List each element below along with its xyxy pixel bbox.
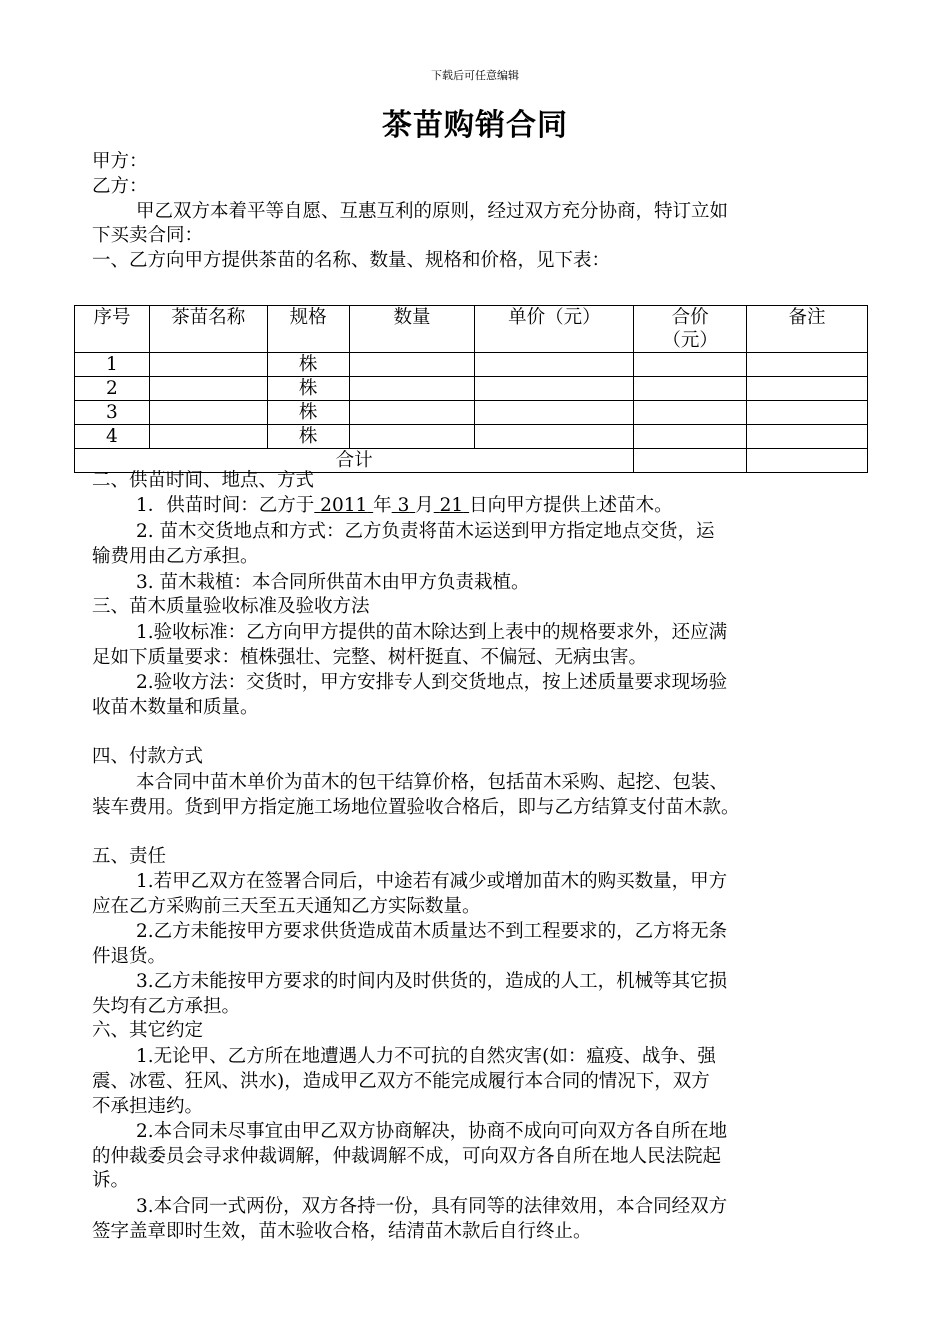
s6-item-2c: 诉。 (92, 1170, 130, 1191)
row-unit: 株 (267, 353, 349, 377)
row-unit: 株 (267, 425, 349, 449)
col-header-line: （元） (662, 330, 718, 351)
s2-item-1 (136, 494, 906, 518)
table-header-row (75, 306, 868, 353)
col-header: 序号 (75, 306, 150, 353)
cell (747, 401, 868, 425)
s2-item-2b: 输费用由乙方承担。 (92, 546, 259, 567)
s5-item-1b: 应在乙方采购前三天至五天通知乙方实际数量。 (92, 896, 481, 917)
intro-line-2: 下买卖合同： (92, 225, 204, 246)
s5-item-2a: 2.乙方未能按甲方要求供货造成苗木质量达不到工程要求的，乙方将无条 (136, 921, 728, 942)
col-header (634, 306, 747, 353)
cell (475, 377, 634, 401)
supply-year (314, 495, 373, 516)
s6-item-2a: 2.本合同未尽事宜由甲乙双方协商解决，协商不成向可向双方各自所在地 (136, 1121, 728, 1142)
section-6-heading: 六、其它约定 (92, 1020, 204, 1041)
s4-line-b: 装车费用。货到甲方指定施工场地位置验收合格后，即与乙方结算支付苗木款。 (92, 797, 740, 818)
cell (149, 377, 267, 401)
section-2-heading: 二、供苗时间、地点、方式 (92, 470, 315, 491)
s6-item-1a: 1.无论甲、乙方所在地遭遇人力不可抗的自然灾害(如：瘟疫、战争、强 (136, 1046, 716, 1067)
cell (149, 425, 267, 449)
section-1-heading: 一、乙方向甲方提供茶苗的名称、数量、规格和价格，见下表： (92, 250, 611, 271)
cell (634, 425, 747, 449)
row-unit: 株 (267, 401, 349, 425)
s2-item-3: 3. 苗木栽植：本合同所供苗木由甲方负责栽植。 (136, 572, 530, 593)
s6-item-3b: 签字盖章即时生效，苗木验收合格，结清苗木款后自行终止。 (92, 1221, 592, 1242)
cell (747, 425, 868, 449)
cell (149, 353, 267, 377)
total-label: 合计 (75, 449, 634, 473)
page-title: 茶苗购销合同 (382, 108, 568, 143)
row-number: 1 (75, 353, 150, 377)
cell (475, 425, 634, 449)
cell (349, 425, 475, 449)
section-3-heading: 三、苗木质量验收标准及验收方法 (92, 596, 370, 617)
table-row (75, 401, 868, 425)
supply-year-value: 2011 (320, 495, 368, 516)
s6-item-1c: 不承担违约。 (92, 1096, 204, 1117)
s6-item-2b: 的仲裁委员会寻求仲裁调解，仲裁调解不成，可向双方各自所在地人民法院起 (92, 1146, 722, 1167)
s5-item-2b: 件退货。 (92, 946, 167, 967)
supply-day (434, 495, 469, 516)
row-number: 4 (75, 425, 150, 449)
s3-item-1b: 足如下质量要求：植株强壮、完整、树杆挺直、不偏冠、无病虫害。 (92, 647, 648, 668)
s6-item-1b: 震、冰雹、狂风、洪水)，造成甲乙双方不能完成履行本合同的情况下，双方 (92, 1071, 710, 1092)
header-note: 下载后可任意编辑 (431, 69, 519, 82)
col-header: 茶苗名称 (149, 306, 267, 353)
s6-item-3a: 3.本合同一式两份，双方各持一份，具有同等的法律效用，本合同经双方 (136, 1196, 728, 1217)
s5-item-1a: 1.若甲乙双方在签署合同后，中途若有减少或增加苗木的购买数量，甲方 (136, 871, 728, 892)
month-suffix: 月 (415, 495, 434, 516)
s4-line-a: 本合同中苗木单价为苗木的包干结算价格，包括苗木采购、起挖、包装、 (136, 772, 729, 793)
section-4-heading: 四、付款方式 (92, 746, 204, 767)
row-number: 2 (75, 377, 150, 401)
cell (349, 353, 475, 377)
cell (349, 401, 475, 425)
supply-month-value: 3 (397, 495, 410, 516)
intro-line-1: 甲乙双方本着平等自愿、互惠互利的原则，经过双方充分协商，特订立如 (136, 201, 729, 222)
col-header: 单价（元） (475, 306, 634, 353)
s5-item-3a: 3.乙方未能按甲方要求的时间内及时供货的，造成的人工，机械等其它损 (136, 971, 728, 992)
cell (634, 401, 747, 425)
s2-item-2a: 2. 苗木交货地点和方式：乙方负责将苗木运送到甲方指定地点交货，运 (136, 521, 715, 542)
col-header-line: 合价 (671, 307, 709, 328)
cell (475, 401, 634, 425)
supply-month (392, 495, 416, 516)
cell (634, 377, 747, 401)
row-unit: 株 (267, 377, 349, 401)
cell (149, 401, 267, 425)
cell (747, 353, 868, 377)
s3-item-1a: 1.验收标准：乙方向甲方提供的苗木除达到上表中的规格要求外，还应满 (136, 622, 728, 643)
spec-table (74, 305, 868, 473)
s2-1-prefix: 1．供苗时间：乙方于 (136, 495, 315, 516)
col-header: 规格 (267, 306, 349, 353)
party-b: 乙方： (92, 176, 148, 197)
table-row (75, 425, 868, 449)
s2-1-suffix: 日向甲方提供上述苗木。 (469, 495, 673, 516)
s3-item-2a: 2.验收方法：交货时，甲方安排专人到交货地点，按上述质量要求现场验 (136, 672, 728, 693)
table-row (75, 377, 868, 401)
cell (475, 353, 634, 377)
party-a: 甲方： (92, 151, 148, 172)
col-header: 数量 (349, 306, 475, 353)
s5-item-3b: 失均有乙方承担。 (92, 996, 241, 1017)
cell (634, 353, 747, 377)
row-number: 3 (75, 401, 150, 425)
year-suffix: 年 (373, 495, 392, 516)
cell (747, 377, 868, 401)
supply-day-value: 21 (439, 495, 464, 516)
s3-item-2b: 收苗木数量和质量。 (92, 697, 259, 718)
section-5-heading: 五、责任 (92, 846, 167, 867)
table-row (75, 353, 868, 377)
col-header: 备注 (747, 306, 868, 353)
cell (349, 377, 475, 401)
